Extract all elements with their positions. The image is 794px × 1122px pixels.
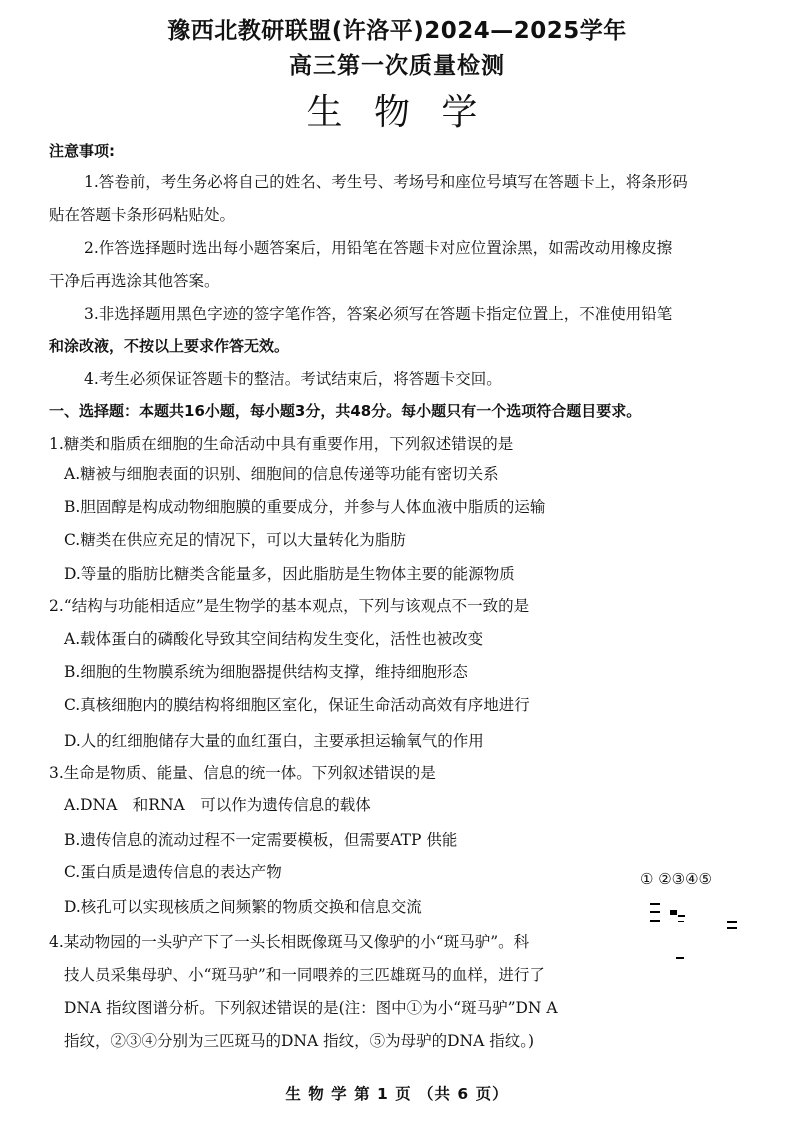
dna-band: [676, 957, 684, 959]
notice-item-2: 2.作答选择题时选出每小题答案后，用铅笔在答题卡对应位置涂黑，如需改动用橡皮擦: [84, 239, 673, 257]
q2-option-d: D.人的红细胞储存大量的血红蛋白，主要承担运输氧气的作用: [64, 732, 484, 750]
notice-label: 注意事项:: [49, 142, 115, 160]
dna-band: [650, 911, 660, 913]
q2-option-c: C.真核细胞内的膜结构将细胞区室化，保证生命活动高效有序地进行: [64, 696, 530, 714]
q4-line-2: 技人员采集母驴、小“斑马驴”和一同喂养的三匹雄斑马的血样，进行了: [64, 966, 545, 984]
notice-item-3-cont: 和涂改液，不按以上要求作答无效。: [49, 337, 290, 355]
notice-item-2-cont: 干净后再选涂其他答案。: [49, 272, 220, 290]
q2-option-a: A.载体蛋白的磷酸化导致其空间结构发生变化，活性也被改变: [64, 630, 484, 648]
subject-title: 生 物 学: [306, 92, 488, 133]
dna-band: [678, 921, 684, 922]
q4-line-3: DNA 指纹图谱分析。下列叙述错误的是(注：图中①为小“斑马驴”DN A: [64, 999, 558, 1017]
dna-fingerprint-figure: [640, 870, 750, 970]
dna-band: [670, 910, 677, 915]
q4-line-4: 指纹，②③④分别为三匹斑马的DNA 指纹，⑤为母驴的DNA 指纹。): [64, 1032, 535, 1050]
dna-band: [727, 927, 737, 929]
q4-line-1: 4.某动物园的一头驴产下了一头长相既像斑马又像驴的小“斑马驴”。科: [49, 933, 530, 951]
notice-item-1: 1.答卷前，考生务必将自己的姓名、考生号、考场号和座位号填写在答题卡上，将条形码: [84, 173, 688, 191]
dna-band: [650, 903, 660, 905]
q1-option-a: A.糖被与细胞表面的识别、细胞间的信息传递等功能有密切关系: [64, 465, 499, 483]
notice-item-3: 3.非选择题用黑色字迹的签字笔作答，答案必须写在答题卡指定位置上，不准使用铅笔: [84, 305, 673, 323]
exam-title-line1: 豫西北教研联盟(许洛平)2024—2025学年: [167, 18, 627, 44]
q3-option-b: B.遗传信息的流动过程不一定需要模板，但需要ATP 供能: [64, 831, 458, 849]
lane-labels: ① ②③④⑤: [640, 870, 713, 888]
q2-option-b: B.细胞的生物膜系统为细胞器提供结构支撑，维持细胞形态: [64, 663, 468, 681]
exam-title-line2: 高三第一次质量检测: [289, 53, 505, 79]
q1-option-c: C.糖类在供应充足的情况下，可以大量转化为脂肪: [64, 531, 406, 549]
q3-option-d: D.核孔可以实现核质之间频繁的物质交换和信息交流: [64, 898, 422, 916]
section-title: 一、选择题：本题共16小题，每小题3分，共48分。每小题只有一个选项符合题目要求。: [49, 402, 642, 420]
dna-band: [678, 915, 685, 917]
q1-stem: 1.糖类和脂质在细胞的生命活动中具有重要作用，下列叙述错误的是: [49, 435, 514, 453]
q3-stem: 3.生命是物质、能量、信息的统一体。下列叙述错误的是: [49, 764, 436, 782]
q3-option-a: A.DNA 和RNA 可以作为遗传信息的载体: [64, 796, 371, 814]
notice-item-1-cont: 贴在答题卡条形码粘贴处。: [49, 206, 236, 224]
q1-option-b: B.胆固醇是构成动物细胞膜的重要成分，并参与人体血液中脂质的运输: [64, 498, 546, 516]
q2-stem: 2.“结构与功能相适应”是生物学的基本观点，下列与该观点不一致的是: [49, 597, 530, 615]
q3-option-c: C.蛋白质是遗传信息的表达产物: [64, 863, 282, 881]
notice-item-4: 4.考生必须保证答题卡的整洁。考试结束后，将答题卡交回。: [84, 370, 502, 388]
page-footer: 生 物 学 第 1 页 （共 6 页）: [285, 1085, 509, 1103]
dna-band: [727, 921, 737, 923]
dna-band: [650, 920, 660, 922]
q1-option-d: D.等量的脂肪比糖类含能量多，因此脂肪是生物体主要的能源物质: [64, 565, 515, 583]
